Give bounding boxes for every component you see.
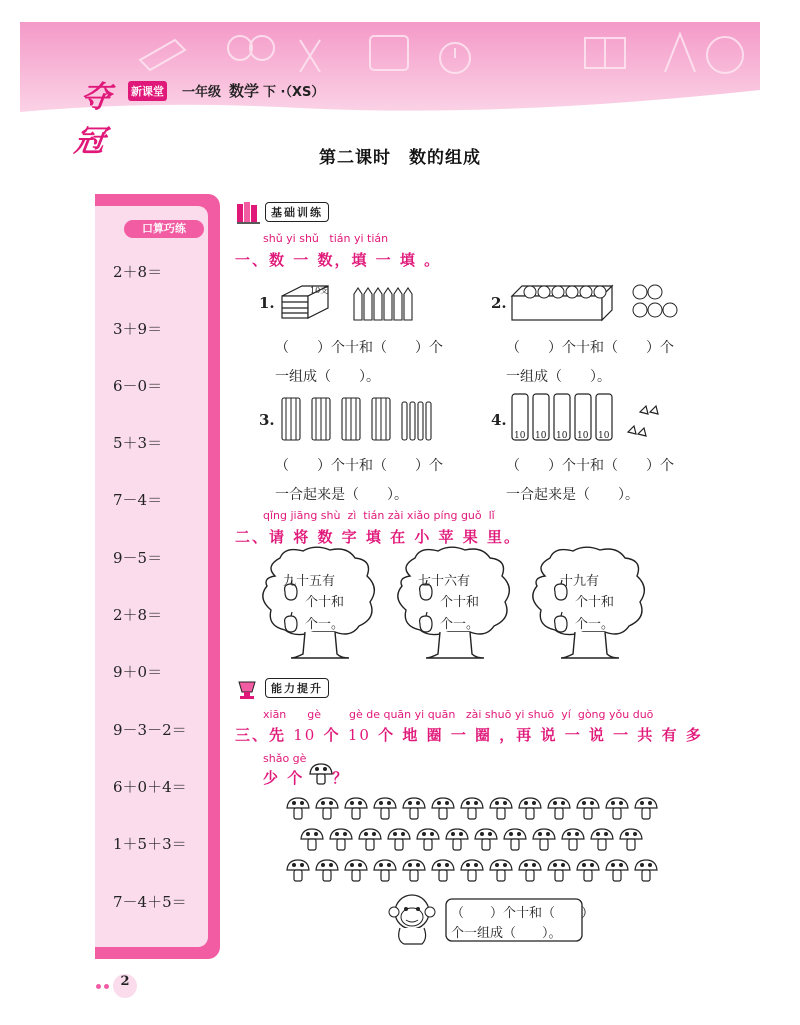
q1-item1-number: 1. (259, 294, 275, 312)
mental-math-problem: 6－0＝ (113, 377, 163, 395)
mushroom[interactable] (548, 798, 570, 819)
q1-item4-line1: （ ）个十和（ ）个 (506, 458, 674, 474)
page-number: 2 (113, 974, 137, 998)
mushroom[interactable] (345, 798, 367, 819)
q3-heading2-end: ？ (332, 769, 350, 787)
answer-line-1: （ ）个十和（ ） (451, 906, 595, 921)
q2-heading: 二、请 将 数 字 填 在 小 苹 果 里。 (235, 528, 522, 546)
grade-label: 一年级 (182, 85, 222, 100)
answer-line-2: 个一组成（ ）。 (451, 926, 562, 941)
mushroom[interactable] (577, 860, 599, 881)
mushroom[interactable] (577, 798, 599, 819)
mental-math-problem: 7－4＝ (113, 491, 163, 509)
q1-item2-line1: （ ）个十和（ ）个 (506, 340, 674, 356)
tube-label-3: 10 (556, 431, 568, 441)
stick-bundles-image (280, 394, 440, 444)
q1-item1-line2: 一组成（ ）。 (275, 369, 380, 385)
tree-number-label: 十九有 (560, 574, 600, 589)
q1-item3-number: 3. (259, 411, 275, 429)
mushroom[interactable] (504, 829, 526, 850)
mushroom[interactable] (359, 829, 381, 850)
mental-math-problem: 9－3－2＝ (113, 721, 187, 739)
tree-number-label: 七十六有 (418, 574, 471, 589)
mushroom[interactable] (635, 860, 657, 881)
mushroom[interactable] (432, 860, 454, 881)
mushroom[interactable] (403, 798, 425, 819)
monkey-image (386, 892, 446, 947)
q3-heading-start: 三、先 (235, 726, 287, 744)
mushroom[interactable] (635, 798, 657, 819)
page-dot-2 (104, 984, 109, 989)
q1-item4-line2: 一合起来是（ ）。 (506, 487, 639, 503)
mushroom[interactable] (606, 798, 628, 819)
q3-heading2-start: 少 个 (263, 769, 305, 787)
tree-number-label: 九十五有 (283, 574, 336, 589)
tree-tens-label: 个十和 (305, 595, 345, 610)
mushroom[interactable] (490, 860, 512, 881)
mental-math-problem: 1＋5＋3＝ (113, 835, 187, 853)
mushroom[interactable] (432, 798, 454, 819)
mushroom[interactable] (490, 798, 512, 819)
q1-pinyin: shǔ yi shǔ tián yi tián (263, 232, 389, 245)
mushroom[interactable] (562, 829, 584, 850)
q3-heading (235, 724, 703, 745)
q3-ten-a: 10 (293, 726, 317, 744)
mental-math-problem: 9＋0＝ (113, 663, 163, 681)
mental-math-problem: 3＋9＝ (113, 320, 163, 338)
q1-item1-line1: （ ）个十和（ ）个 (275, 340, 443, 356)
q3-pinyin: xiān gè gè de quān yi quān zài shuō yi shuō yí gòng yǒu duō (263, 708, 654, 721)
mental-math-problem: 9－5＝ (113, 549, 163, 567)
mushroom[interactable] (620, 829, 642, 850)
page-dot-1 (96, 984, 101, 989)
mental-math-problem: 5＋3＝ (113, 434, 163, 452)
q1-item4-number: 4. (491, 411, 507, 429)
mushroom[interactable] (330, 829, 352, 850)
q3-heading-end: 个 地 圈 一 圈 ，再 说 一 说 一 共 有 多 (378, 726, 703, 744)
sidebar-title: 口算巧练 (124, 220, 204, 238)
brand-series: 新课堂 (128, 81, 167, 101)
tree-ones-label: 个一。 (305, 617, 345, 632)
q3-pinyin-2: shǎo gè (263, 752, 307, 765)
q1-heading: 一、数 一 数，填 一 填 。 (235, 251, 442, 269)
mushroom[interactable] (548, 860, 570, 881)
mushroom[interactable] (417, 829, 439, 850)
mushroom[interactable] (519, 798, 541, 819)
mushroom[interactable] (374, 860, 396, 881)
tree-ones-label: 个一。 (575, 617, 615, 632)
tube-label-2: 10 (535, 431, 547, 441)
mushroom[interactable] (591, 829, 613, 850)
mental-math-problem: 6＋0＋4＝ (113, 778, 187, 796)
pencil-box-label: 10支 (310, 286, 329, 295)
tube-label-5: 10 (598, 431, 610, 441)
q1-item3-line1: （ ）个十和（ ）个 (275, 458, 443, 474)
section-advanced-label: 能力提升 (265, 678, 329, 698)
volume-label: 下 ·（XS） (263, 85, 325, 100)
mushroom[interactable] (461, 860, 483, 881)
lesson-title: 第二课时 数的组成 (319, 148, 481, 168)
page-header-banner (0, 0, 800, 118)
mushroom-icon (308, 762, 334, 786)
mushroom[interactable] (287, 798, 309, 819)
tube-label-1: 10 (514, 431, 526, 441)
q3-heading-2 (263, 767, 349, 788)
mushroom[interactable] (388, 829, 410, 850)
mental-math-problem: 7－4＋5＝ (113, 893, 187, 911)
q3-word-ge: 个 (323, 726, 341, 744)
mental-math-problem: 2＋8＝ (113, 606, 163, 624)
mushroom[interactable] (519, 860, 541, 881)
mushroom[interactable] (316, 798, 338, 819)
mushroom[interactable] (403, 860, 425, 881)
q1-item2-line2: 一组成（ ）。 (506, 369, 611, 385)
mushroom[interactable] (301, 829, 323, 850)
tree-tens-label: 个十和 (440, 595, 480, 610)
trophy-icon (235, 676, 263, 700)
ball-box-image (512, 282, 672, 324)
section-basic-label: 基础训练 (265, 202, 329, 222)
book-info (182, 80, 324, 101)
q2-pinyin: qǐng jiāng shù zì tián zài xiǎo píng guǒ lǐ (263, 509, 495, 522)
tree-tens-label: 个十和 (575, 595, 615, 610)
subject-label: 数学 (229, 82, 260, 100)
tube-label-4: 10 (577, 431, 589, 441)
q1-item2-number: 2. (491, 294, 507, 312)
mushroom[interactable] (446, 829, 468, 850)
mental-math-problem: 2＋8＝ (113, 263, 163, 281)
shuttlecock-tubes-image (510, 392, 670, 444)
books-icon (235, 200, 263, 224)
q3-ten-b: 10 (347, 726, 371, 744)
mushroom[interactable] (475, 829, 497, 850)
mushroom[interactable] (345, 860, 367, 881)
q1-item3-line2: 一合起来是（ ）。 (275, 487, 408, 503)
tree-ones-label: 个一。 (440, 617, 480, 632)
mushroom-grid (285, 796, 685, 891)
brand-logo: 夺冠 (71, 80, 111, 159)
pencil-bundles-image (280, 284, 410, 324)
mushroom[interactable] (287, 860, 309, 881)
mushroom[interactable] (606, 860, 628, 881)
mushroom[interactable] (533, 829, 555, 850)
mushroom[interactable] (316, 860, 338, 881)
mushroom[interactable] (374, 798, 396, 819)
mushroom[interactable] (461, 798, 483, 819)
